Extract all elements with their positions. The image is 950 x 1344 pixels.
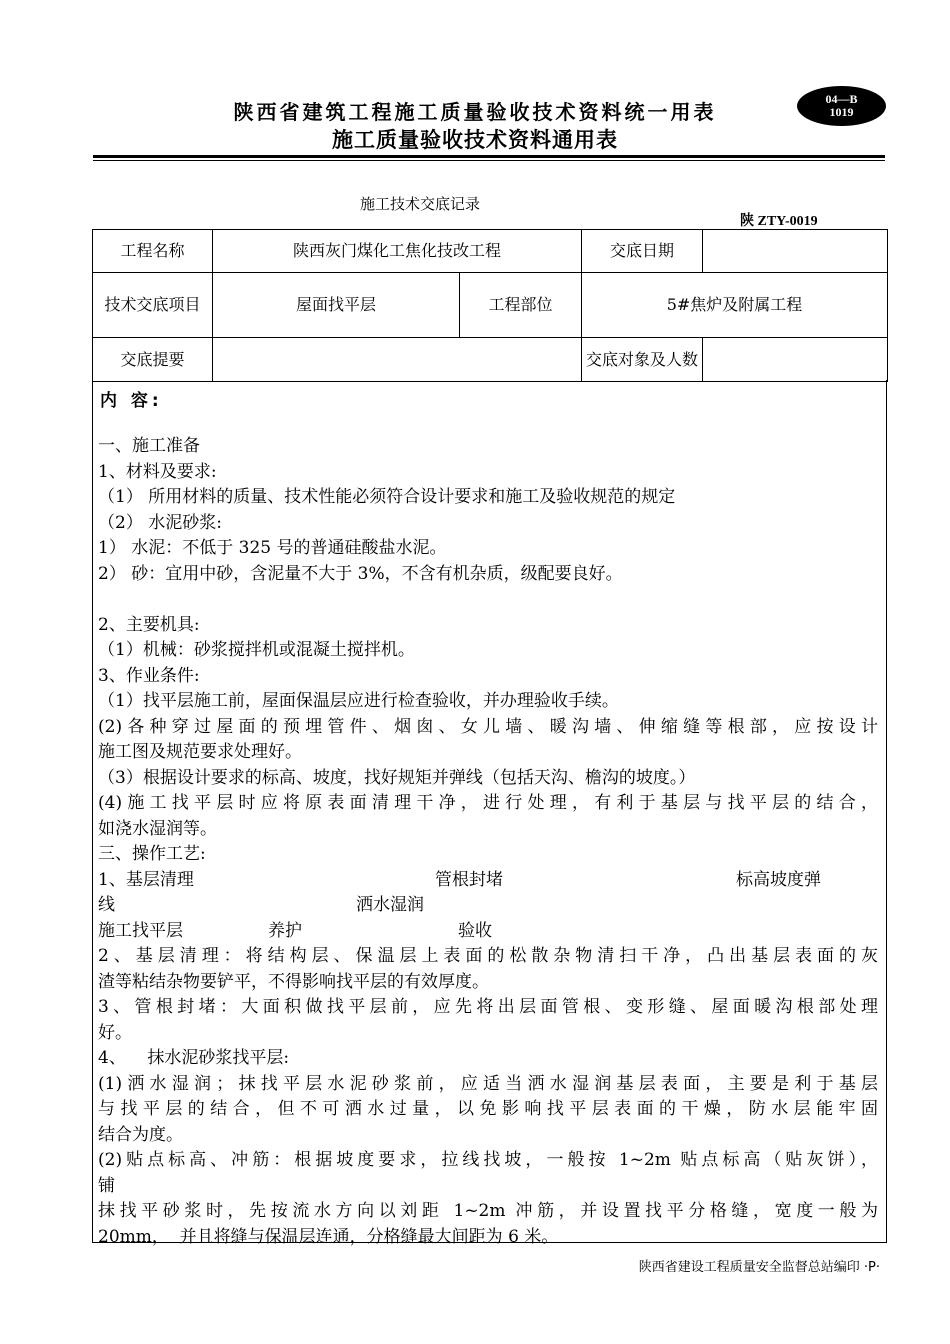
header-rule-thick [93,155,885,158]
process-flow-row [98,893,878,919]
date-label: 交底日期 [582,230,703,273]
content-line: （2） 水泥砂浆: [98,512,222,533]
content-line: 铺 [98,1175,115,1196]
footer-publisher: 陕西省建设工程质量安全监督总站编印 ·P· [638,1260,880,1275]
content-line: 2、主要机具: [98,614,200,635]
content-line: (4)施工找平层时应将原表面清理干净，进行处理，有利于基层与找平层的结合， [98,793,878,813]
content-line: 3、管根封堵：大面积做找平层前，应先将出层面管根、变形缝、屋面暖沟根部处理 [98,997,878,1017]
content-line: （3）根据设计要求的标高、坡度，找好规矩并弹线（包括天沟、檐沟的坡度。） [98,767,696,788]
content-line: (2)各种穿过屋面的预埋管件、烟囱、女儿墙、暖沟墙、伸缩缝等根部，应按设计 [98,716,878,737]
content-line: （1）找平层施工前，屋面保温层应进行检查验收，并办理验收手续。 [98,691,619,711]
audience-label: 交底对象及人数 [582,338,703,382]
content-line: 抹找平砂浆时，先按流水方向以刘距 1~2m 冲筋，并设置找平分格缝，宽度一般为 [98,1201,878,1221]
document-subtitle: 施工质量验收技术资料通用表 [332,128,618,152]
project-name-label: 工程名称 [93,230,213,273]
info-table [92,229,888,382]
flow-step: 1、基层清理 [98,869,194,890]
content-line: 结合为度。 [98,1124,183,1145]
form-number-badge [797,86,886,126]
content-line: 20mm， 并且将缝与保温层连通，分格缝最大间距为 6 米。 [98,1226,559,1247]
flow-step: 养护 [268,920,302,941]
form-title: 施工技术交底记录 [359,195,480,213]
content-line: 2、基层清理：将结构层、保温层上表面的松散杂物清扫干净，凸出基层表面的灰 [98,946,878,966]
content-line: 4、 抹水泥砂浆找平层: [98,1048,290,1068]
content-line: 1、材料及要求: [98,461,217,482]
flow-step: 施工找平层 [98,920,183,941]
content-line: 1） 水泥：不低于 325 号的普通硅酸盐水泥。 [98,538,447,558]
content-line: 渣等粘结杂物要铲平，不得影响找平层的有效厚度。 [98,971,489,992]
audience-value[interactable] [703,338,888,382]
project-name-value[interactable]: 陕西灰门煤化工焦化技改工程 [213,230,582,273]
content-heading: 内 容: [100,391,163,411]
content-body [98,434,878,1250]
badge-top-text: 04—B [825,92,858,106]
summary-value[interactable] [213,338,582,382]
content-line: (2)贴点标高、冲筋：根据坡度要求，拉线找坡，一般按 1~2m 贴点标高（贴灰饼）， [98,1150,878,1170]
content-line: （1） 所用材料的质量、技术性能必须符合设计要求和施工及验收规范的规定 [98,487,676,507]
part-label: 工程部位 [460,273,582,338]
content-line: 与找平层的结合，但不可洒水过量，以免影响找平层表面的干燥，防水层能牢固 [98,1099,878,1119]
item-label: 技术交底项目 [93,273,213,338]
content-line: 好。 [98,1022,132,1043]
flow-step: 洒水湿润 [356,895,424,915]
flow-step: 管根封堵 [435,869,503,890]
content-line: （1）机械：砂浆搅拌机或混凝土搅拌机。 [98,640,415,660]
content-line: 如浇水湿润等。 [98,818,217,839]
flow-step: 标高坡度弹 [736,869,821,890]
badge-bottom-text: 1019 [829,105,854,119]
part-value[interactable]: 5#焦炉及附属工程 [582,273,888,338]
content-line: 一、施工准备 [98,436,200,456]
form-code: 陕 ZTY-0019 [740,214,818,229]
summary-label: 交底提要 [93,338,213,382]
content-line: 施工图及规范要求处理好。 [98,742,302,762]
process-flow-row [98,919,878,945]
item-value[interactable]: 屋面找平层 [213,273,460,338]
flow-step: 验收 [458,920,492,941]
process-flow-row [98,868,878,894]
date-value[interactable] [703,230,888,273]
flow-step: 线 [98,895,115,915]
content-line [98,587,878,613]
content-line: 2） 砂：宜用中砂，含泥量不大于 3%，不含有机杂质，级配要良好。 [98,563,623,584]
content-line: 3、作业条件: [98,665,200,686]
header-rule-thin [93,160,885,161]
content-line: (1)洒水湿润；抹找平层水泥砂浆前，应适当洒水湿润基层表面，主要是利于基层 [98,1073,878,1094]
content-line: 三、操作工艺: [98,844,206,864]
document-title: 陕西省建筑工程施工质量验收技术资料统一用表 [233,100,717,124]
